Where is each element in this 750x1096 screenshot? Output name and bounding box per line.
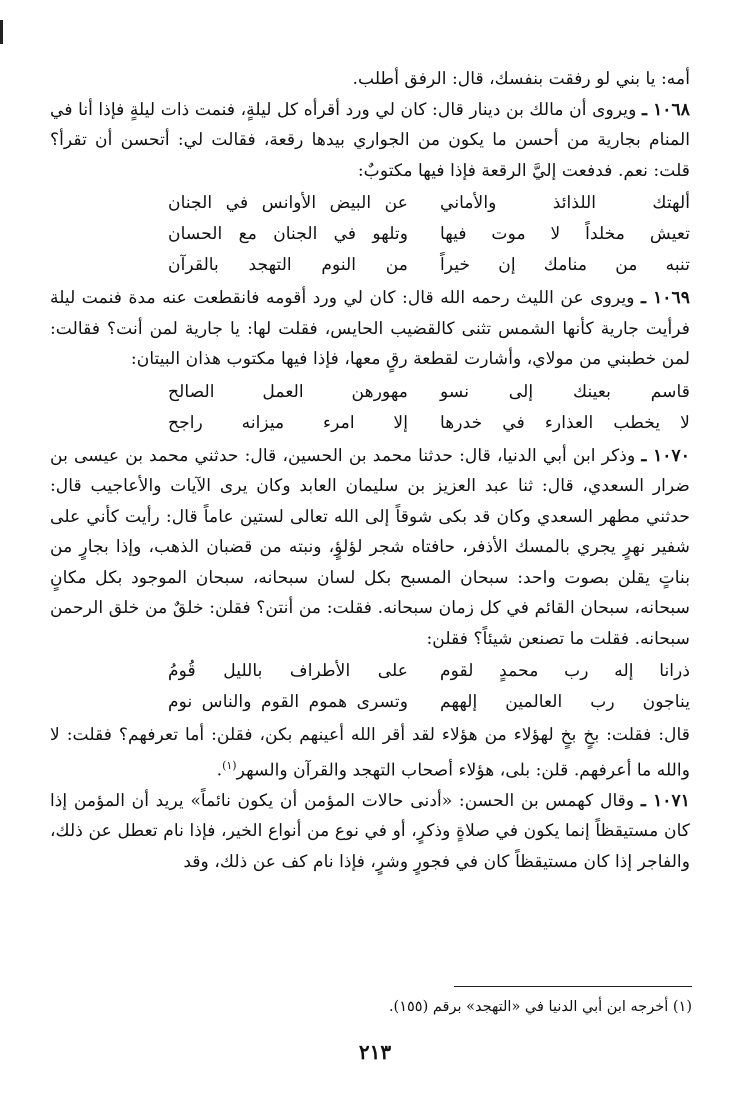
paragraph-1070 <box>50 441 690 655</box>
paragraph-text: وذكر ابن أبي الدنيا، قال: حدثنا محمد بن الحسين، قال: حدثني محمد بن عيسى بن ضرار السعدي، قال: ثنا عبد العزيز بن سليمان العابد وكان يرى الآيات والأعاجيب قال: حدثني مطهر السعدي وكان قد بكى شوقاً إلى الله تعالى لستين عاماً قال: رأيت كأني على شفير نهرٍ يجري بالمسك الأذفر، حافتاه شجر لؤلؤٍ، ونبته من قضبان الذهب، وإذا بجارٍ من بناتٍ يقلن بصوت واحد: سبحان المسبح بكل لسان سبحانه، سبحان الموجود بكل مكانٍ سبحانه، سبحان القائم في كل زمان سبحانه. فقلت: من أنتن؟ فقلن: خلقٌ من خلق الرحمن سبحانه. فقلت ما تصنعن شيئاً؟ فقلن: <box>50 445 690 649</box>
footnote: (١) أخرجه ابن أبي الدنيا في «التهجد» برقم (١٥٥). <box>388 999 692 1015</box>
verse-line <box>50 656 690 687</box>
paragraph-text: . <box>216 760 223 781</box>
first-hemistich: لا يخطب العذارء في خدرها <box>440 412 690 433</box>
page-number: ٢١٣ <box>358 1040 392 1064</box>
footnote-reference[interactable]: (١) <box>222 758 237 772</box>
second-hemistich: من النوم التهجد بالقرآن <box>168 255 408 275</box>
verse-line <box>50 687 690 718</box>
second-hemistich: عن البيض الأوانس في الجنان <box>168 193 408 213</box>
poem-1 <box>50 188 690 281</box>
paragraph-text: ويروى أن مالك بن دينار قال: كان لي ورد أقرأه كل ليلةٍ، فنمت ذات ليلةٍ فإذا أنا في المنام بجارية من أحسن ما يكون من الجواري بيدها رقعة، فقالت لي: أتحسن أن تقرأ؟ قلت: نعم. فدفعت إليَّ الرقعة فإذا فيها مكتوبٌ: <box>50 99 690 181</box>
verse-line <box>50 219 690 250</box>
paragraph-text: وقال كهمس بن الحسن: «أدنى حالات المؤمن أن يكون نائماً» يريد أن المؤمن إذا كان مستيقظاً إنما يكون في صلاةٍ وذكرٍ، أو في نوع من أنواع الخير، فإذا نام تعطل عن ذلك، والفاجر إذا كان مستيقظاً كان في فجورٍ وشرٍ، فإذا نام كف عن ذلك، وقد <box>50 790 690 872</box>
paragraph-text: أمه: يا بني لو رفقت بنفسك، قال: الرفق أطلب. <box>352 69 690 89</box>
verse-line <box>50 250 690 281</box>
second-hemistich: وتلهو في الجنان مع الحسان <box>168 224 408 244</box>
paragraph-text: قال: فقلت: بخٍ بخٍ لهؤلاء من هؤلاء لقد أقر الله أعينهم بكن، فقلن: أما تعرفهم؟ فقلت: لا والله ما أعرفهم. قلن: بلى، هؤلاء أصحاب التهجد والقرآن والسهر <box>50 725 690 781</box>
entry-number: ١٠٦٩ ـ <box>641 288 690 308</box>
poem-2 <box>50 377 690 439</box>
footnote-divider <box>454 986 692 987</box>
first-hemistich: يناجون رب العالمين إلههم <box>440 692 690 712</box>
second-hemistich: على الأطراف بالليل قُومُ <box>168 661 408 681</box>
second-hemistich: وتسرى هموم القوم والناس نوم <box>168 692 408 712</box>
first-hemistich: قاسم بعينك إلى نسو <box>440 381 690 402</box>
paragraph-text: ويروى عن الليث رحمه الله قال: كان لي ورد أقومه فانقطعت عنه مدة فنمت ليلة فرأيت جارية كأنها الشمس تثنى كالقضيب الحايس، فقلت لها: يا جارية لمن أنت؟ فقالت: لمن خطبني من مولاي، وأشارت لقطعة رقٍ معها، فإذا فيها مكتوب هذان البيتان: <box>50 288 690 369</box>
verse-line <box>50 188 690 219</box>
first-hemistich: تنبه من منامك إن خيراً <box>440 255 690 275</box>
first-hemistich: ذرانا إله رب محمدٍ لقوم <box>440 661 690 681</box>
paragraph-continuation <box>50 64 690 95</box>
second-hemistich: إلا امرء ميزانه راجح <box>168 412 408 433</box>
entry-number: ١٠٧١ ـ <box>640 790 691 811</box>
page-edge-mark <box>0 20 3 44</box>
verse-line <box>50 377 690 408</box>
paragraph-continuation <box>50 720 690 786</box>
entry-number: ١٠٧٠ ـ <box>641 445 690 466</box>
paragraph-1069 <box>50 283 690 375</box>
first-hemistich: ألهتك اللذائذ والأماني <box>440 193 690 213</box>
paragraph-1068 <box>50 95 690 187</box>
first-hemistich: تعيش مخلداً لا موت فيها <box>440 224 690 244</box>
second-hemistich: مهورهن العمل الصالح <box>168 381 408 402</box>
main-text <box>50 64 690 877</box>
entry-number: ١٠٦٨ ـ <box>641 99 690 120</box>
verse-line <box>50 408 690 439</box>
poem-3 <box>50 656 690 718</box>
paragraph-1071 <box>50 786 690 878</box>
